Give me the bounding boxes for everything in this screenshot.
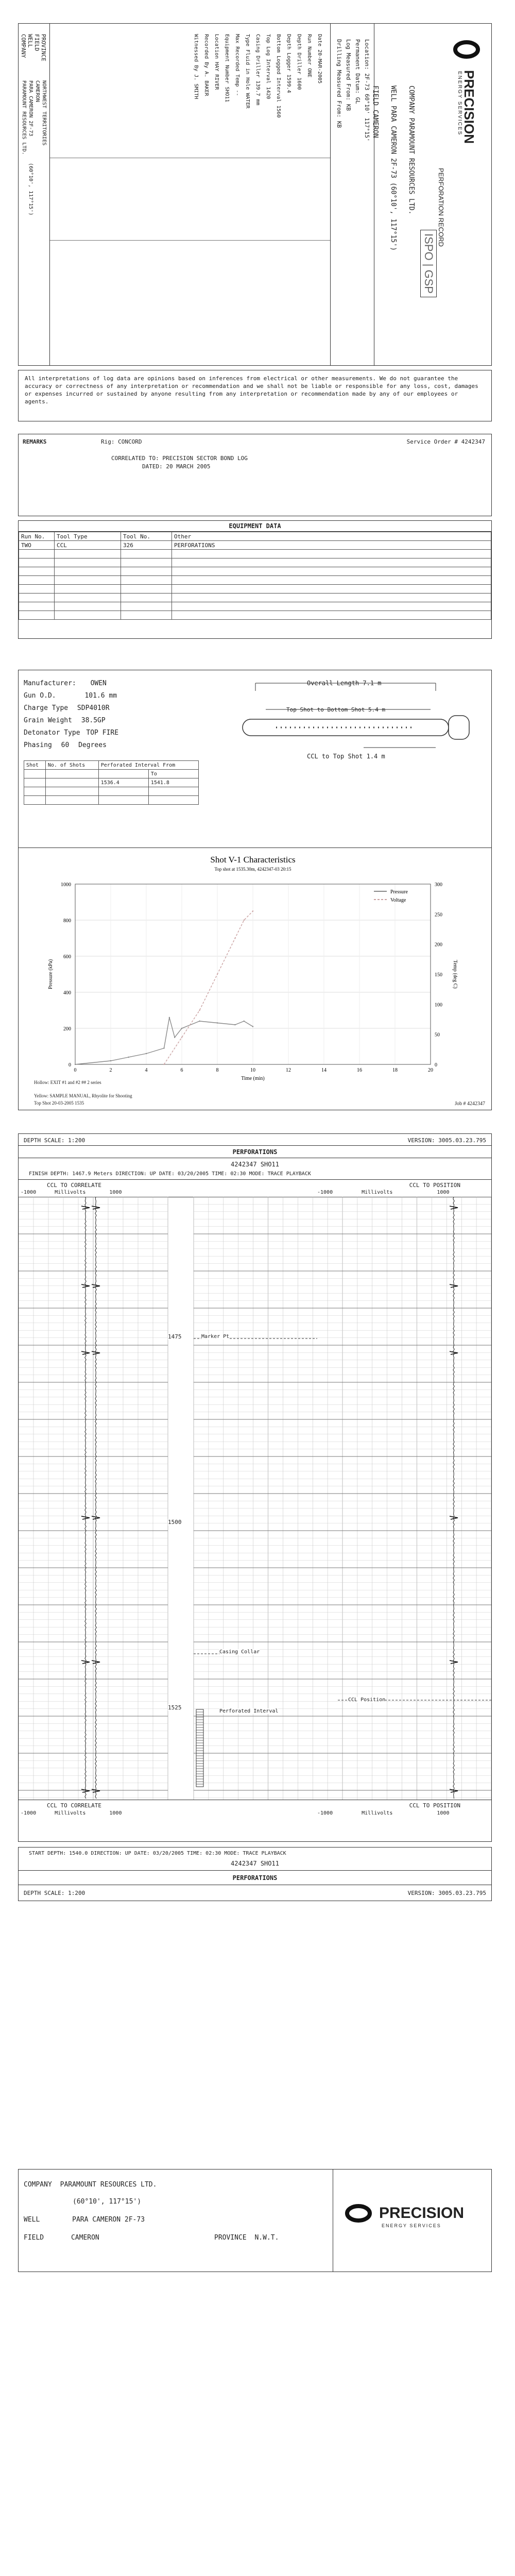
data-point bbox=[217, 1022, 218, 1023]
top-to-bottom-shot: Top Shot to Bottom Shot 5.4 m bbox=[286, 706, 386, 713]
x-tick-label: 2 bbox=[109, 1067, 112, 1073]
shot-chart-box bbox=[18, 848, 492, 1110]
data-point bbox=[244, 920, 245, 921]
log-footer bbox=[18, 1847, 492, 1901]
disclaimer-box bbox=[18, 370, 492, 421]
data-point bbox=[244, 1021, 245, 1022]
service-codes: ISPO | GSP bbox=[420, 230, 437, 297]
ccl-position-bottom: CCL TO POSITION bbox=[409, 1802, 460, 1809]
data-point bbox=[146, 1053, 147, 1054]
equipment-title: EQUIPMENT DATA bbox=[19, 521, 491, 532]
service-order: Service Order # 4242347 bbox=[406, 438, 485, 445]
chart-subtitle: Top shot at 1535.30m, 4242347-03 20:15 bbox=[214, 867, 291, 872]
y-tick-label: 400 bbox=[63, 990, 71, 996]
x-axis-label: Time (min) bbox=[241, 1076, 265, 1081]
footer-job: 4242347 SHO11 bbox=[231, 1860, 279, 1867]
ccl-position-label: CCL Position bbox=[348, 1697, 386, 1703]
table-row: 1536.4 1541.8 bbox=[24, 778, 199, 787]
chart-footer-left: Hollow: EXIT #1 and #2 ## 2 series bbox=[34, 1080, 101, 1085]
collar-kick bbox=[81, 1206, 90, 1209]
scale-left-top: -1000 Millivolts 1000 bbox=[21, 1190, 122, 1195]
depth-1500: 1500 bbox=[168, 1519, 182, 1526]
card-coords: (60°10', 117°15') bbox=[73, 2198, 142, 2206]
x-tick-label: 6 bbox=[180, 1067, 183, 1073]
legend-entry: Voltage bbox=[390, 897, 406, 903]
manufacturer: OWEN bbox=[90, 680, 107, 687]
series-line-pressure bbox=[75, 1018, 253, 1064]
depth-scale: DEPTH SCALE: 1:200 bbox=[24, 1137, 85, 1144]
legend-entry: Pressure bbox=[390, 889, 408, 895]
x-tick-label: 0 bbox=[74, 1067, 77, 1073]
table-row: TWO CCL 326 PERFORATIONS bbox=[19, 541, 491, 550]
y2-tick-label: 150 bbox=[435, 972, 442, 978]
data-point bbox=[199, 1021, 200, 1022]
data-point bbox=[75, 1064, 76, 1065]
footer-scale: DEPTH SCALE: 1:200 bbox=[24, 1890, 85, 1896]
x-tick-label: 18 bbox=[392, 1067, 398, 1073]
y2-tick-label: 100 bbox=[435, 1002, 442, 1008]
precision-logo-icon bbox=[451, 34, 482, 65]
ccl-position-top: CCL TO POSITION bbox=[409, 1182, 460, 1189]
detonator-type: TOP FIRE bbox=[86, 729, 119, 737]
card-brand-sub: ENERGY SERVICES bbox=[382, 2223, 441, 2228]
label-company: COMPANY bbox=[20, 34, 27, 58]
y2-tick-label: 300 bbox=[435, 882, 442, 888]
remarks-line1: CORRELATED TO: PRECISION SECTOR BOND LOG bbox=[111, 455, 248, 462]
collar-label: Casing Collar bbox=[219, 1649, 260, 1655]
y-tick-label: 200 bbox=[63, 1026, 71, 1032]
value-province: NORTHWEST TERRITORIES bbox=[41, 80, 47, 146]
equipment-header-row: Run No. Tool Type Tool No. Other bbox=[19, 532, 491, 541]
marker-label: Marker Pt bbox=[201, 1334, 230, 1340]
shot-chart bbox=[19, 848, 491, 1110]
brand-sub: ENERGY SERVICES bbox=[457, 71, 462, 136]
remarks-line2: DATED: 20 MARCH 2005 bbox=[142, 463, 211, 470]
y2-tick-label: 250 bbox=[435, 912, 442, 918]
precision-logo-icon bbox=[343, 2198, 374, 2229]
gun-od: 101.6 mm bbox=[84, 692, 117, 700]
x-tick-label: 4 bbox=[145, 1067, 148, 1073]
log-section bbox=[18, 1133, 492, 1842]
y-axis-label: Pressure (kPa) bbox=[48, 959, 54, 990]
depth-1525: 1525 bbox=[168, 1704, 182, 1711]
y-tick-label: 800 bbox=[63, 918, 71, 924]
data-point bbox=[199, 1010, 200, 1011]
shot-label: Perforated Interval bbox=[219, 1708, 279, 1714]
footer-title: PERFORATIONS bbox=[232, 1874, 278, 1882]
location-block: Location: 2F-73 60°10' 117°15' Permanent Datum: GL Log Measured From: KB Drilling Measured From: KB bbox=[336, 39, 370, 142]
start-line: START DEPTH: 1540.0 DIRECTION: UP DATE: 03/20/2005 TIME: 02:30 MODE: TRACE PLAYBACK bbox=[29, 1851, 286, 1856]
collar-kick bbox=[450, 1789, 458, 1792]
data-point bbox=[181, 1037, 182, 1038]
ccl-correlate-top: CCL TO CORRELATE bbox=[47, 1182, 101, 1189]
y-tick-label: 600 bbox=[63, 954, 71, 960]
y2-tick-label: 0 bbox=[435, 1062, 437, 1068]
card-province: PROVINCE N.W.T. bbox=[214, 2234, 279, 2242]
record-type: PERFORATION RECORD bbox=[437, 168, 445, 247]
brand-name: PRECISION bbox=[461, 70, 477, 144]
ccl-to-top-shot: CCL to Top Shot 1.4 m bbox=[307, 753, 385, 760]
chart-ref: Job # 4242347 bbox=[455, 1101, 485, 1107]
data-point bbox=[110, 1060, 111, 1061]
x-tick-label: 16 bbox=[357, 1067, 362, 1073]
data-point bbox=[128, 1057, 129, 1058]
gun-data-box: Manufacturer: OWEN Gun O.D. 101.6 mm Charge Type SDP4010R Grain Weight 38.5GP Detonator Type TOP FIRE Phasing 60 Degrees Overall Length 7.1 m Top Shot to Bottom Shot 5.4 m CCL to Top Shot 1.4 m Shot No. of Shots Perforated Interval From To 1536.4 1541.8 bbox=[18, 670, 492, 849]
y-tick-label: 0 bbox=[68, 1062, 71, 1068]
chart-footer2: Top Shot 20-03-2005 1535 bbox=[34, 1100, 84, 1106]
data-point bbox=[217, 974, 218, 975]
finish-line: FINISH DEPTH: 1467.9 Meters DIRECTION: UP DATE: 03/20/2005 TIME: 02:30 MODE: TRACE PLAYBACK bbox=[29, 1171, 311, 1177]
chart-footer1: Yellow: SAMPLE MANUAL, Rhyolite for Shooting bbox=[34, 1093, 132, 1098]
card-well: WELL PARA CAMERON 2F-73 bbox=[24, 2216, 145, 2224]
gun-diagram bbox=[214, 675, 492, 758]
x-tick-label: 12 bbox=[286, 1067, 291, 1073]
value-field: CAMERON bbox=[35, 80, 40, 103]
y-tick-label: 1000 bbox=[61, 882, 71, 888]
footer-card bbox=[18, 2169, 492, 2272]
value-well: PARA CAMERON 2F-73 bbox=[28, 80, 33, 137]
x-tick-label: 8 bbox=[216, 1067, 219, 1073]
charge-type: SDP4010R bbox=[77, 704, 110, 712]
scale-left-bottom: -1000 Millivolts 1000 bbox=[21, 1810, 122, 1816]
card-brand: PRECISION bbox=[379, 2205, 465, 2222]
data-point bbox=[163, 1064, 164, 1065]
collar-kick bbox=[450, 1516, 458, 1519]
value-coords: (60°10', 117°15') bbox=[28, 163, 33, 216]
remarks-label: REMARKS bbox=[23, 438, 47, 445]
x-tick-label: 10 bbox=[250, 1067, 255, 1073]
data-point bbox=[252, 910, 253, 911]
log-title: PERFORATIONS bbox=[232, 1148, 278, 1156]
series-line-voltage bbox=[164, 911, 253, 1065]
y2-axis-label: Temp (deg C) bbox=[452, 960, 458, 989]
card-field: FIELD CAMERON bbox=[24, 2234, 99, 2242]
depth-1475: 1475 bbox=[168, 1333, 182, 1340]
card-company: COMPANY PARAMOUNT RESOURCES LTD. bbox=[24, 2181, 157, 2189]
version: VERSION: 3005.03.23.795 bbox=[407, 1137, 486, 1144]
shot-table: Shot No. of Shots Perforated Interval From To 1536.4 1541.8 bbox=[24, 760, 199, 805]
disclaimer-text: All interpretations of log data are opinions based on inferences from electrical or other measurements. We do not guarantee the accuracy or correctness of any interpretation or recommendation and we shall not be liable or responsible for any loss, cost, damages or expenses incurred or sustained by anyone resulting from any interpretation or recommendation made by any of our employees or agents. bbox=[25, 375, 478, 405]
x-tick-label: 14 bbox=[321, 1067, 327, 1073]
y2-tick-label: 50 bbox=[435, 1032, 440, 1038]
phasing: 60 bbox=[61, 741, 70, 749]
label-field: FIELD bbox=[33, 34, 40, 52]
scale-right-top: -1000 Millivolts 1000 bbox=[317, 1190, 450, 1195]
remarks-box bbox=[18, 434, 492, 516]
overall-length: Overall Length 7.1 m bbox=[307, 680, 382, 687]
label-well: WELL bbox=[27, 34, 33, 48]
label-province: PROVINCE bbox=[40, 34, 47, 61]
data-rows: Date 20-MAR-2005 Run Number ONE Depth Driller 1600 Depth Logger 1599.4 Bottom Logged Interval 1560 Top Log Interval 1420 Casing Driller 139.7 mm Type Fluid in Hole WATER Max Recorded Temp -- Equipment Number SHO11 Location HAY RIVER Recorded By A. BAKER Witnessed By J. SMITH bbox=[49, 24, 330, 365]
data-point bbox=[234, 938, 235, 939]
value-company: PARAMOUNT RESOURCES LTD. bbox=[21, 80, 27, 155]
rig: Rig: CONCORD bbox=[101, 438, 142, 445]
x-tick-label: 20 bbox=[428, 1067, 433, 1073]
data-point bbox=[234, 1024, 235, 1025]
data-point bbox=[174, 1037, 175, 1038]
data-point bbox=[181, 1028, 182, 1029]
y2-tick-label: 200 bbox=[435, 942, 442, 948]
company-full: COMPANY PARAMOUNT RESOURCES LTD. bbox=[407, 86, 415, 215]
precision-logo bbox=[451, 34, 482, 152]
grain-weight: 38.5GP bbox=[81, 717, 106, 724]
data-point bbox=[169, 1017, 170, 1018]
data-point bbox=[252, 1026, 253, 1027]
well-full: WELL PARA CAMERON 2F-73 (60°10', 117°15') bbox=[389, 86, 397, 251]
footer-version: VERSION: 3005.03.23.795 bbox=[407, 1890, 486, 1896]
equipment-table bbox=[19, 532, 491, 620]
equipment-box bbox=[18, 520, 492, 639]
log-header bbox=[18, 23, 492, 366]
field-full: FIELD CAMERON bbox=[371, 86, 379, 138]
scale-right-bottom: -1000 Millivolts 1000 bbox=[317, 1810, 450, 1816]
log-job: 4242347 SHO11 bbox=[231, 1161, 279, 1168]
data-point bbox=[163, 1047, 164, 1048]
chart-title: Shot V-1 Characteristics bbox=[210, 855, 296, 865]
ccl-correlate-bottom: CCL TO CORRELATE bbox=[47, 1802, 101, 1809]
